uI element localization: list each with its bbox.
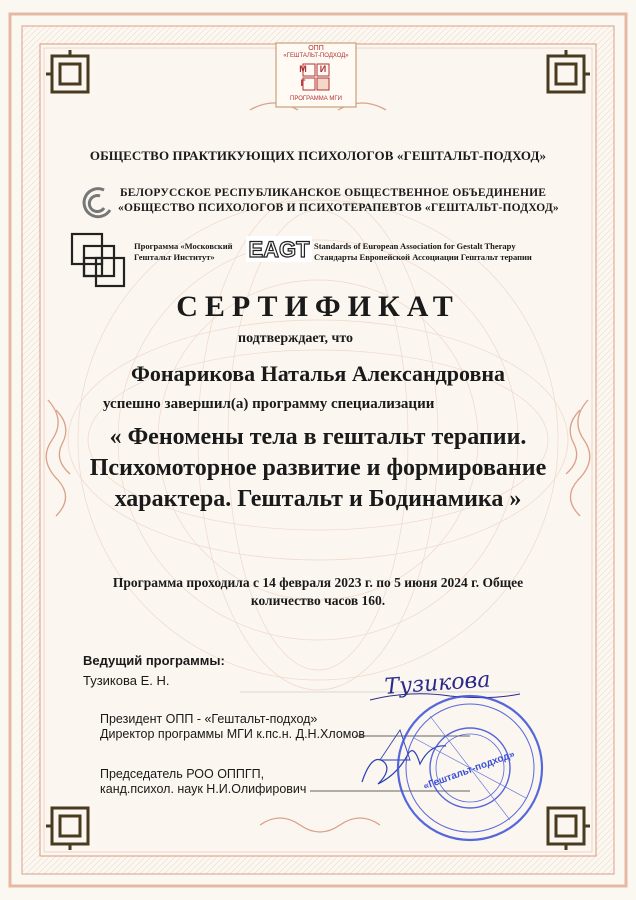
logo-top-text: ОПП bbox=[308, 45, 324, 52]
eagt-line-2: Стандарты Европейской Ассоциации Гештальт терапии bbox=[314, 252, 532, 262]
organization-title: ОБЩЕСТВО ПРАКТИКУЮЩИХ ПСИХОЛОГОВ «ГЕШТАЛЬТ-ПОДХОД» bbox=[89, 148, 547, 163]
recipient-name: Фонарикова Наталья Александровна bbox=[130, 361, 506, 386]
president-line-1: Президент ОПП - «Гештальт-подход» bbox=[100, 712, 318, 726]
logo-sub-text: «ГЕШТАЛЬТ-ПОДХОД» bbox=[283, 53, 349, 59]
program-period: Программа проходила с 14 февраля 2023 г. по 5 июня 2024 г. Общее количество часов 160. bbox=[112, 575, 524, 608]
logo-letter-g: Г bbox=[300, 78, 306, 88]
logo-letter-m: М bbox=[299, 64, 307, 74]
mgi-program-line-2: Гештальт Институт» bbox=[134, 252, 215, 262]
stamp-center-text: «Гештальт-подход» bbox=[421, 748, 517, 793]
lead-name: Тузикова Е. Н. bbox=[83, 673, 170, 688]
eagt-logo-text: EAGT bbox=[248, 237, 310, 262]
logo-letter-i: И bbox=[319, 64, 327, 74]
belarus-org-line-2: «ОБЩЕСТВО ПСИХОЛОГОВ И ПСИХОТЕРАПЕВТОВ «ГЕШТАЛЬТ-ПОДХОД» bbox=[118, 202, 559, 214]
mgi-program-line-1: Программа «Московский bbox=[134, 241, 233, 251]
completed-text: успешно завершил(а) программу специализации bbox=[103, 396, 435, 412]
certificate-title: СЕРТИФИКАТ bbox=[176, 290, 460, 323]
confirms-text: подтверждает, что bbox=[238, 331, 354, 346]
lead-label: Ведущий программы: bbox=[83, 653, 225, 668]
president-line-2: Директор программы МГИ к.пс.н. Д.Н.Хломов bbox=[100, 727, 365, 741]
logo-bottom-text: ПРОГРАММА МГИ bbox=[290, 96, 342, 102]
belarus-org-line-1: БЕЛОРУССКОЕ РЕСПУБЛИКАНСКОЕ ОБЩЕСТВЕННОЕ ОБЪЕДИНЕНИЕ bbox=[120, 187, 547, 199]
program-name: « Феномены тела в гештальт терапии. Психомоторное развитие и формирование характера. Гештальт и Бодинамика » bbox=[89, 424, 547, 512]
chair-line-1: Председатель РОО ОППГП, bbox=[100, 767, 265, 781]
chair-line-2: канд.психол. наук Н.И.Олифирович bbox=[100, 782, 307, 796]
eagt-line-1: Standards of European Association for Gestalt Therapy bbox=[314, 241, 516, 251]
signature-tuzikova: Тузикова bbox=[383, 667, 492, 700]
